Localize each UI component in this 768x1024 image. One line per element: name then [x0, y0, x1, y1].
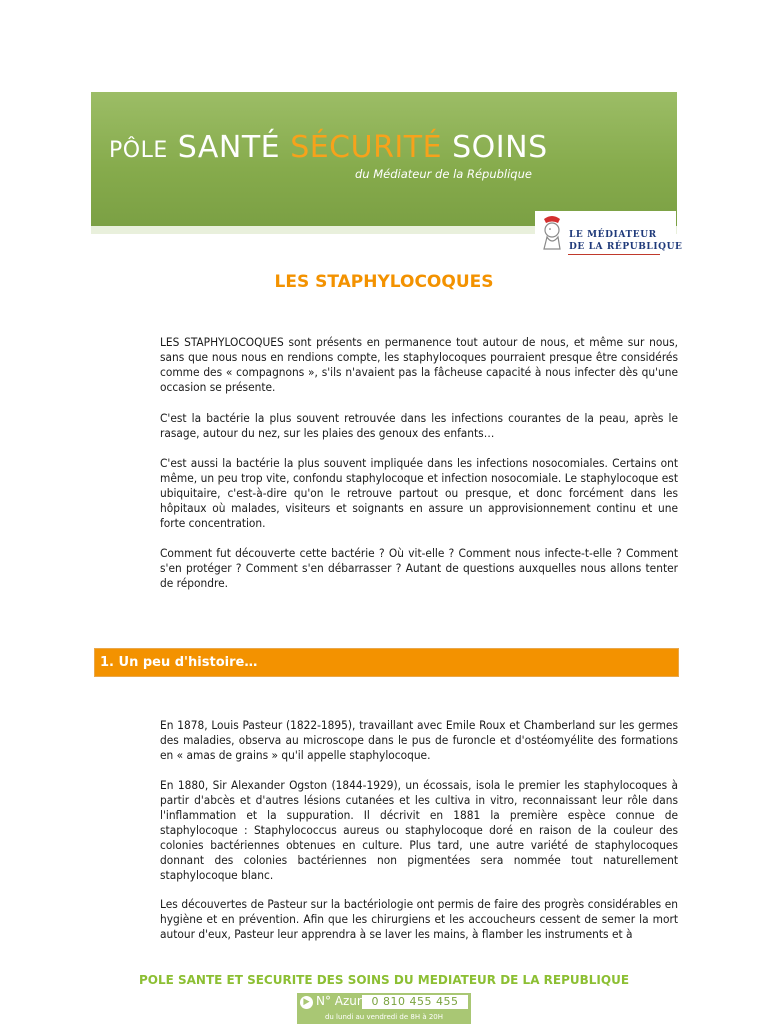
logo-line-1: LE MÉDIATEUR [569, 230, 657, 240]
banner-title-soins: SOINS [452, 130, 548, 165]
paragraph-text: En 1880, Sir Alexander Ogston (1844-1929), un écossais, isola le premier les staphylocoques à partir d'abcès et d'autres lésions cutanées et les cultiva in vitro, reconnaissant leur rôle dans l'inflammation et la suppuration. Il décrivit en 1881 la première espèce connue de staphylocoque : Staphylococcus aureus ou staphylocoque doré en raison de la couleur des colonies bactériennes obtenues en culture. Plus tard, une autre variété de staphylocoques donnant des colonies bactériennes non pigmentées sera nommée tout naturellement staphylocoque blanc. [160, 778, 678, 882]
logo-line-2: DE LA RÉPUBLIQUE [569, 242, 683, 252]
banner-subtitle: du Médiateur de la République [355, 167, 532, 181]
banner-title-securite: SÉCURITÉ [290, 130, 443, 165]
intro-paragraph-4 [160, 546, 678, 591]
azur-hours: du lundi au vendredi de 8H à 20H [324, 1013, 444, 1021]
intro-paragraph-2 [160, 411, 678, 441]
mediateur-logo [535, 211, 683, 269]
intro-paragraph-1 [160, 335, 678, 395]
intro-paragraph-3 [160, 456, 678, 531]
banner-title-sante: SANTÉ [177, 130, 281, 165]
azur-label: N° Azur [316, 994, 362, 1008]
history-paragraph-3 [160, 897, 678, 942]
history-paragraph-2 [160, 778, 678, 883]
paragraph-text: LES STAPHYLOCOQUES sont présents en permanence tout autour de nous, et même sur nous, sans que nous nous en rendions compte, les staphylocoques pourraient presque être considérés comme des « compagnons », s'ils n'avaient pas la fâcheuse capacité à nous infecter dès qu'une occasion se présente. [160, 335, 678, 394]
paragraph-text: En 1878, Louis Pasteur (1822-1895), travaillant avec Emile Roux et Chamberland sur les germes des maladies, observa au microscope dans le pus de furoncle et d'ostéomyélite des formations en « amas de grains » qu'il appelle staphylocoque. [160, 718, 678, 762]
play-arrow-icon: ▶ [300, 996, 313, 1009]
section-heading: 1. Un peu d'histoire… [100, 655, 258, 670]
azur-phone-badge[interactable] [297, 993, 471, 1024]
banner-title-pole: PÔLE [109, 138, 168, 163]
history-paragraph-1 [160, 718, 678, 763]
marianne-emblem-icon [538, 213, 566, 251]
paragraph-text: C'est aussi la bactérie la plus souvent impliquée dans les infections nosocomiales. Certains ont même, un peu trop vite, confondu staphylocoque et infection nosocomiale. Le staphylocoque est ubiquitaire, c'est-à-dire qu'on le retrouve partout ou presque, et donc forcément dans les hôpitaux où malades, visiteurs et soignants en assure un approvisionnement continu et une forte concentration. [160, 456, 678, 530]
paragraph-text: Comment fut découverte cette bactérie ? Où vit-elle ? Comment nous infecte-t-elle ? Comment s'en protéger ? Comment s'en débarrasser ? Autant de questions auxquelles nous allons tenter de répondre. [160, 546, 678, 590]
azur-phone-number[interactable]: 0 810 455 455 [362, 995, 468, 1009]
section-heading-bar [94, 648, 679, 677]
paragraph-text: C'est la bactérie la plus souvent retrouvée dans les infections courantes de la peau, après le rasage, autour du nez, sur les plaies des genoux des enfants… [160, 411, 678, 440]
logo-rule [568, 254, 660, 255]
banner-title [109, 130, 548, 165]
paragraph-text: Les découvertes de Pasteur sur la bactériologie ont permis de faire des progrès considérables en hygiène et en prévention. Afin que les chirurgiens et les accoucheurs cessent de semer la mort autour d'eux, Pasteur leur apprendra à se laver les mains, à flamber les instruments et à [160, 897, 678, 941]
footer-title: POLE SANTE ET SECURITE DES SOINS DU MEDIATEUR DE LA REPUBLIQUE [138, 973, 630, 987]
document-title: LES STAPHYLOCOQUES [274, 272, 494, 292]
